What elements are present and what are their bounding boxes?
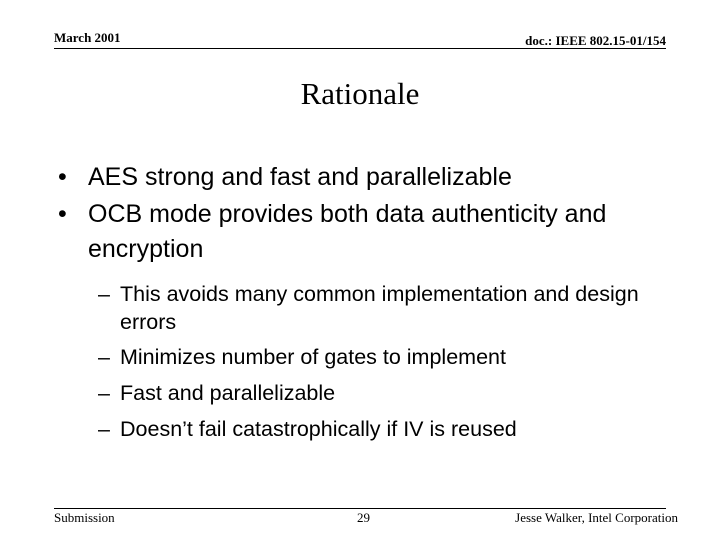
- dash-marker: –: [98, 381, 110, 405]
- footer-submission: Submission: [54, 510, 115, 525]
- bullet-item: [56, 160, 676, 195]
- slide-title: Rationale: [300, 76, 420, 111]
- sub-bullet-item: [98, 378, 678, 408]
- dash-marker: –: [98, 282, 110, 306]
- bullet-item: [56, 197, 676, 267]
- footer-author: Jesse Walker, Intel Corporation: [515, 510, 678, 525]
- page-number: 29: [357, 510, 370, 525]
- sub-bullet-item: [98, 414, 678, 444]
- sub-bullet-text: Minimizes number of gates to implement: [120, 345, 506, 369]
- sub-bullet-item: [98, 342, 678, 372]
- sub-bullet-text: Doesn’t fail catastrophically if IV is reused: [120, 417, 517, 441]
- dash-marker: –: [98, 417, 110, 441]
- footer-divider: [54, 508, 666, 509]
- sub-bullet-list: [98, 280, 678, 450]
- bullet-marker: •: [58, 163, 67, 191]
- bullet-text: AES strong and fast and parallelizable: [88, 163, 512, 191]
- header-divider: [54, 48, 666, 49]
- dash-marker: –: [98, 345, 110, 369]
- bullet-text: OCB mode provides both data authenticity and encryption: [88, 200, 607, 263]
- sub-bullet-text: Fast and parallelizable: [120, 381, 336, 405]
- header-doc-id: doc.: IEEE 802.15-01/154: [525, 33, 666, 48]
- bullet-list: [56, 160, 676, 269]
- sub-bullet-item: [98, 280, 678, 336]
- sub-bullet-text: This avoids many common implementation and design errors: [120, 282, 639, 334]
- bullet-marker: •: [58, 200, 67, 228]
- header-date: March 2001: [54, 30, 121, 45]
